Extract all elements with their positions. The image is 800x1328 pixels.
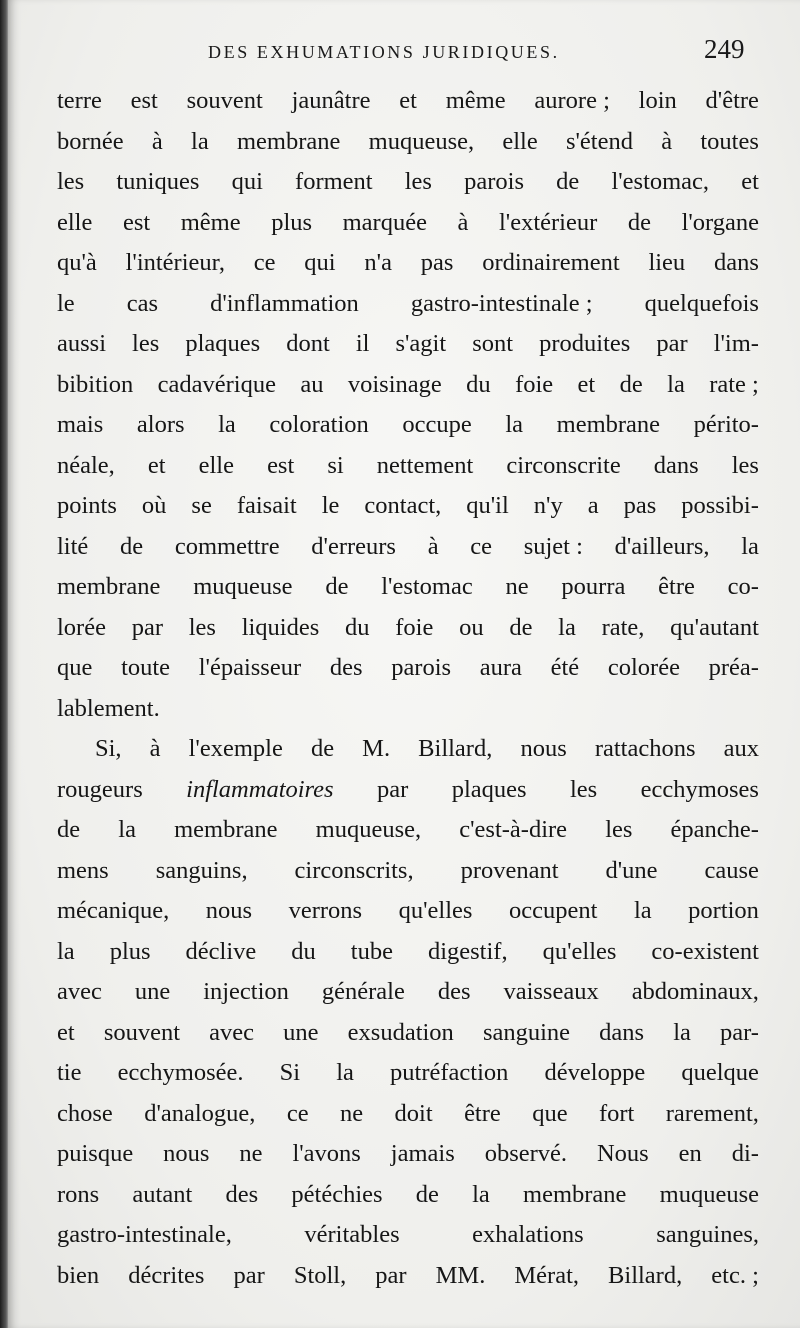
word: par <box>377 775 409 803</box>
word: colorée <box>607 654 680 681</box>
word: quelquefois <box>644 289 759 317</box>
word: Si <box>279 1059 301 1086</box>
page-number: 249 <box>704 34 745 64</box>
word: de <box>325 573 349 600</box>
word: lorée <box>57 613 106 641</box>
word: dans <box>713 249 759 276</box>
word: et <box>577 370 596 398</box>
word: nous <box>520 735 567 762</box>
word: de <box>509 613 533 641</box>
word: décrites <box>128 1261 205 1289</box>
word: plaques <box>185 330 261 357</box>
word: puisque <box>57 1140 134 1167</box>
word: ce <box>470 532 493 560</box>
word: avec <box>209 1018 255 1046</box>
word: qu'elles <box>398 897 473 924</box>
word: que <box>532 1099 568 1127</box>
word: cadavérique <box>157 370 276 398</box>
word: la <box>505 411 524 438</box>
word: aurore ; <box>534 87 610 114</box>
word: rate ; <box>709 370 759 398</box>
word: la <box>741 532 759 560</box>
word: les <box>605 816 633 843</box>
word: du <box>466 370 491 398</box>
word: jaunâtre <box>291 87 371 114</box>
text-line <box>57 324 759 365</box>
word: Si, <box>95 735 122 762</box>
text-line <box>57 405 759 446</box>
word: Billard, <box>418 735 493 762</box>
word: tube <box>350 937 393 965</box>
word: sujet : <box>523 532 583 560</box>
word: ecchymoses <box>640 775 759 803</box>
word: à <box>661 127 673 155</box>
word: à <box>151 127 163 155</box>
word: tuniques <box>116 168 200 195</box>
word: les <box>188 613 216 641</box>
word: faisait <box>236 492 297 519</box>
text-line <box>57 1175 759 1216</box>
word: lité <box>57 532 89 560</box>
word: l'épaisseur <box>198 654 302 681</box>
word: qui <box>231 168 263 195</box>
word: être <box>658 573 695 600</box>
word: l'estomac, <box>611 168 710 195</box>
text-line <box>57 284 759 325</box>
word: rougeurs <box>57 775 143 803</box>
word: les <box>132 330 160 357</box>
word: de <box>619 370 643 398</box>
word: nettement <box>376 451 474 479</box>
word: dans <box>653 451 699 479</box>
word: parois <box>464 168 524 195</box>
word: injection <box>203 978 289 1005</box>
text-line <box>57 1134 759 1175</box>
word: aux <box>723 735 759 762</box>
word: qu'il <box>466 492 509 519</box>
word: préa- <box>708 654 759 681</box>
word: M. <box>362 735 391 762</box>
word: possibi- <box>681 492 759 519</box>
text-line <box>57 527 759 568</box>
word: coloration <box>269 411 369 438</box>
word: mais <box>57 411 104 438</box>
word: muqueuse <box>659 1180 759 1208</box>
word: ou <box>459 613 484 641</box>
word: provenant <box>460 856 559 884</box>
word: l'intérieur, <box>125 249 225 276</box>
word: ordinairement <box>482 249 620 276</box>
word: de <box>556 168 580 195</box>
word: foie <box>395 613 434 641</box>
word: exhalations <box>472 1221 584 1248</box>
word: même <box>180 208 241 236</box>
word: MM. <box>435 1261 486 1289</box>
word: l'extérieur <box>499 208 598 236</box>
word: l'avons <box>292 1140 361 1167</box>
text-line <box>57 1094 759 1135</box>
word: par <box>375 1261 407 1289</box>
word: Billard, <box>608 1261 683 1289</box>
word: nous <box>163 1140 210 1167</box>
word: muqueuse, <box>368 127 475 155</box>
word: di- <box>731 1140 759 1167</box>
word: les <box>731 451 759 479</box>
word: se <box>191 492 212 519</box>
word: développe <box>544 1059 646 1086</box>
text-line <box>57 243 759 284</box>
word: d'erreurs <box>311 532 396 560</box>
word: été <box>550 654 580 681</box>
word: lieu <box>648 249 686 276</box>
word: membrane <box>556 411 661 438</box>
word: quelque <box>681 1059 759 1086</box>
word: l'estomac <box>381 573 473 600</box>
text-line <box>57 486 759 527</box>
word: des <box>437 978 471 1005</box>
word: de <box>415 1180 439 1208</box>
word: liquides <box>241 613 320 641</box>
word: muqueuse <box>193 573 293 600</box>
word: même <box>445 87 506 114</box>
word: déclive <box>185 937 257 965</box>
word: bibition <box>57 370 134 398</box>
word: d'inflammation <box>210 289 359 317</box>
word: forment <box>295 168 373 195</box>
word: ce <box>286 1099 309 1127</box>
word: les <box>404 168 432 195</box>
word: en <box>678 1140 702 1167</box>
word: de <box>627 208 651 236</box>
word: être <box>464 1099 501 1127</box>
word: verrons <box>288 897 363 924</box>
word: où <box>141 492 167 519</box>
word: portion <box>688 897 759 924</box>
word: circonscrite <box>506 451 621 479</box>
text-line <box>57 1013 759 1054</box>
word: exsudation <box>347 1018 454 1046</box>
word: si <box>327 451 344 479</box>
word: dans <box>599 1018 645 1046</box>
word: plus <box>271 208 313 236</box>
word: Mérat, <box>514 1261 579 1289</box>
text-line <box>57 932 759 973</box>
word: etc. ; <box>711 1261 759 1289</box>
word: néale, <box>57 451 115 479</box>
text-line <box>57 689 759 730</box>
word: fort <box>598 1099 635 1127</box>
word: loin <box>638 87 677 114</box>
word: commettre <box>174 532 280 560</box>
word: ne <box>505 573 529 600</box>
word: la <box>667 370 685 398</box>
word: de <box>120 532 144 560</box>
word: d'être <box>705 87 759 114</box>
word: elle <box>502 127 538 155</box>
word: les <box>569 775 598 803</box>
word: parois <box>391 654 452 681</box>
word: cas <box>126 289 159 317</box>
word: ne <box>340 1099 364 1127</box>
word: membrane <box>523 1180 627 1208</box>
word: elle <box>57 208 93 236</box>
word: foie <box>515 370 554 398</box>
word: n'a <box>364 249 392 276</box>
word: Nous <box>596 1140 649 1167</box>
word: par <box>233 1261 265 1289</box>
word: l'exemple <box>188 735 283 762</box>
word: souvent <box>103 1018 181 1046</box>
word: a <box>587 492 599 519</box>
word: ce <box>253 249 276 276</box>
word: co- <box>727 573 759 600</box>
word: ecchymosée. <box>117 1059 244 1086</box>
text-line <box>57 648 759 689</box>
word: véritables <box>304 1221 400 1248</box>
word: terre <box>57 87 102 114</box>
word: d'une <box>605 856 658 884</box>
word: qu'à <box>57 249 97 276</box>
word: d'analogue, <box>144 1099 256 1127</box>
word: aura <box>479 654 522 681</box>
word: mens <box>57 856 109 884</box>
word: voisinage <box>347 370 442 398</box>
word: et <box>741 168 759 195</box>
word: abdominaux, <box>631 978 759 1005</box>
word: produites <box>539 330 631 357</box>
text-line <box>57 891 759 932</box>
word: au <box>300 370 324 398</box>
word: de <box>310 735 335 762</box>
word: rons <box>57 1180 100 1208</box>
word: observé. <box>484 1140 568 1167</box>
word: la <box>673 1018 691 1046</box>
word: pas <box>420 249 454 276</box>
word: il <box>355 330 370 357</box>
text-line <box>57 365 759 406</box>
text-line <box>57 608 759 649</box>
text-line <box>57 1215 759 1256</box>
word: contact, <box>364 492 442 519</box>
word: à <box>457 208 469 236</box>
word: que <box>57 654 93 681</box>
text-line <box>57 446 759 487</box>
word: une <box>283 1018 319 1046</box>
word: des <box>329 654 363 681</box>
word: dont <box>286 330 330 357</box>
text-line <box>57 1053 759 1094</box>
text-line <box>57 1256 759 1297</box>
text-line <box>57 770 759 811</box>
word: les <box>57 168 85 195</box>
word: sanguins, <box>155 856 248 884</box>
word: qui <box>304 249 336 276</box>
word: des <box>225 1180 259 1208</box>
word: la <box>472 1180 490 1208</box>
word: vaisseaux <box>503 978 599 1005</box>
word: du <box>345 613 370 641</box>
word: rattachons <box>594 735 696 762</box>
word: toute <box>121 654 171 681</box>
word: n'y <box>533 492 563 519</box>
word: membrane <box>57 573 161 600</box>
word: tie <box>57 1059 82 1086</box>
text-line <box>57 972 759 1013</box>
word: l'organe <box>681 208 759 236</box>
word: souvent <box>186 87 263 114</box>
word: toutes <box>700 127 759 155</box>
word: la <box>218 411 236 438</box>
word: par <box>656 330 688 357</box>
text-line <box>57 81 759 122</box>
word: plaques <box>451 775 527 803</box>
word: s'étend <box>565 127 633 155</box>
book-page <box>8 0 800 1328</box>
word: et <box>57 1018 75 1046</box>
word: occupent <box>508 897 598 924</box>
word: chose <box>57 1099 113 1127</box>
word: le <box>321 492 340 519</box>
text-line <box>57 729 759 770</box>
word: est <box>130 87 158 114</box>
word: à <box>149 735 161 762</box>
word: à <box>427 532 439 560</box>
word: doit <box>394 1099 433 1127</box>
word: inflammatoires <box>186 775 334 803</box>
word: Stoll, <box>293 1261 347 1289</box>
word: la <box>191 127 209 155</box>
word: marquée <box>342 208 427 236</box>
running-head: DES EXHUMATIONS JURIDIQUES. <box>208 42 560 62</box>
word: rarement, <box>665 1099 759 1127</box>
word: la <box>118 816 136 843</box>
word: pourra <box>561 573 626 600</box>
word: est <box>122 208 151 236</box>
word: membrane <box>236 127 341 155</box>
word: s'agit <box>395 330 447 357</box>
word: jamais <box>390 1140 455 1167</box>
word: lablement. <box>57 694 160 722</box>
word: c'est-à-dire <box>459 816 568 843</box>
word: du <box>291 937 316 965</box>
word: plus <box>109 937 151 965</box>
text-line <box>57 567 759 608</box>
word: alors <box>136 411 185 438</box>
word: générale <box>321 978 405 1005</box>
word: gastro-intestinale ; <box>410 289 593 317</box>
text-line <box>57 203 759 244</box>
word: une <box>134 978 171 1005</box>
word: pas <box>623 492 657 519</box>
word: la <box>336 1059 354 1086</box>
word: et <box>147 451 166 479</box>
body-text <box>57 81 759 1296</box>
word: sanguine <box>482 1018 571 1046</box>
word: avec <box>57 978 102 1005</box>
text-line <box>57 162 759 203</box>
word: aussi <box>57 330 106 357</box>
word: bornée <box>57 127 124 155</box>
word: digestif, <box>427 937 508 965</box>
word: gastro-intestinale, <box>57 1221 232 1248</box>
word: de <box>57 816 81 843</box>
word: membrane <box>174 816 278 843</box>
word: par <box>131 613 163 641</box>
word: points <box>57 492 117 519</box>
word: est <box>267 451 295 479</box>
word: bien <box>57 1261 100 1289</box>
word: qu'autant <box>670 613 759 641</box>
word: putréfaction <box>390 1059 509 1086</box>
word: autant <box>132 1180 193 1208</box>
word: elle <box>198 451 234 479</box>
word: rate, <box>601 613 645 641</box>
word: qu'elles <box>542 937 617 965</box>
word: la <box>558 613 576 641</box>
word: mécanique, <box>57 897 170 924</box>
word: co-existent <box>651 937 759 965</box>
word: muqueuse, <box>315 816 422 843</box>
word: et <box>399 87 417 114</box>
word: d'ailleurs, <box>614 532 710 560</box>
word: occupe <box>402 411 472 438</box>
word: sont <box>472 330 514 357</box>
word: périto- <box>693 411 759 438</box>
word: l'im- <box>713 330 759 357</box>
word: le <box>57 289 75 317</box>
word: sanguines, <box>656 1221 759 1248</box>
word: épanche- <box>670 816 759 843</box>
word: nous <box>205 897 253 924</box>
word: pétéchies <box>291 1180 383 1208</box>
text-line <box>57 851 759 892</box>
word: la <box>633 897 652 924</box>
word: circonscrits, <box>294 856 414 884</box>
word: la <box>57 937 75 965</box>
text-line <box>57 122 759 163</box>
word: cause <box>704 856 759 884</box>
word: ne <box>239 1140 263 1167</box>
text-line <box>57 810 759 851</box>
word: par- <box>720 1018 759 1046</box>
